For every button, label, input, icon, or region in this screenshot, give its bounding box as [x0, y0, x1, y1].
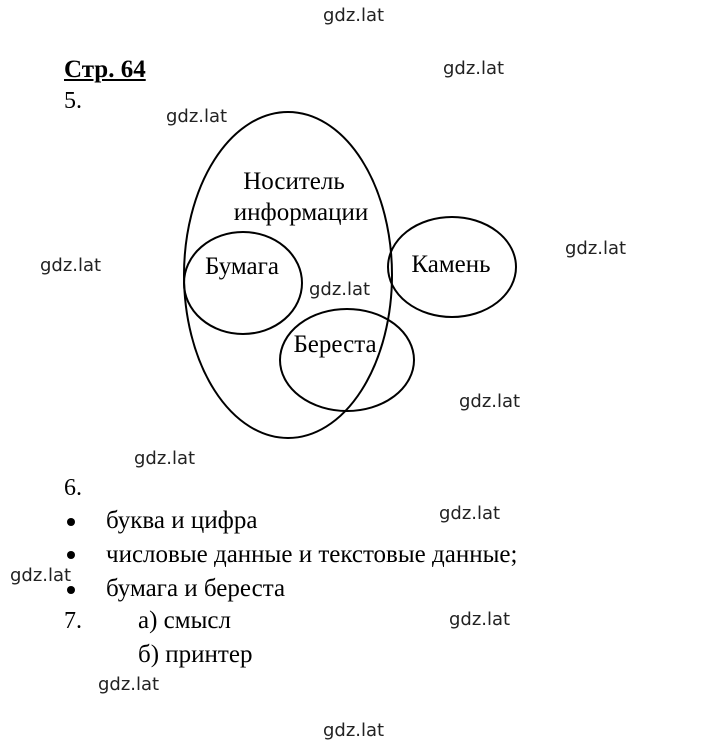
watermark: gdz.lat [565, 238, 627, 259]
watermark: gdz.lat [98, 674, 160, 695]
circle-birchbark [280, 309, 414, 411]
stone-label: Камень [411, 251, 491, 278]
watermark: gdz.lat [166, 106, 228, 127]
birchbark-label: Береста [293, 331, 377, 358]
outer-label-line2: информации [233, 199, 369, 226]
watermark: gdz.lat [439, 503, 501, 524]
bullet-icon [67, 586, 75, 594]
outer-label-line1: Носитель [243, 168, 345, 195]
watermark: gdz.lat [323, 5, 385, 26]
circle-paper [184, 232, 302, 334]
task7-answer: б) принтер [138, 641, 253, 668]
task6-item: бумага и береста [106, 575, 286, 602]
bullet-icon [67, 518, 75, 526]
watermark: gdz.lat [10, 565, 72, 586]
watermark: gdz.lat [40, 255, 102, 276]
watermark: gdz.lat [323, 720, 385, 741]
page-heading: Стр. 64 [64, 56, 146, 83]
task6-item: числовые данные и текстовые данные; [106, 541, 518, 568]
task6-item: буква и цифра [106, 507, 258, 534]
task7-answer: а) смысл [138, 607, 231, 634]
task6-number: 6. [64, 475, 82, 501]
watermark: gdz.lat [443, 58, 505, 79]
task7-number: 7. [64, 608, 82, 634]
bullet-icon [67, 551, 75, 559]
watermark: gdz.lat [459, 391, 521, 412]
task5-number: 5. [64, 88, 82, 114]
watermark: gdz.lat [309, 279, 371, 300]
paper-label: Бумага [205, 253, 279, 280]
watermark: gdz.lat [134, 448, 196, 469]
watermark: gdz.lat [449, 609, 511, 630]
